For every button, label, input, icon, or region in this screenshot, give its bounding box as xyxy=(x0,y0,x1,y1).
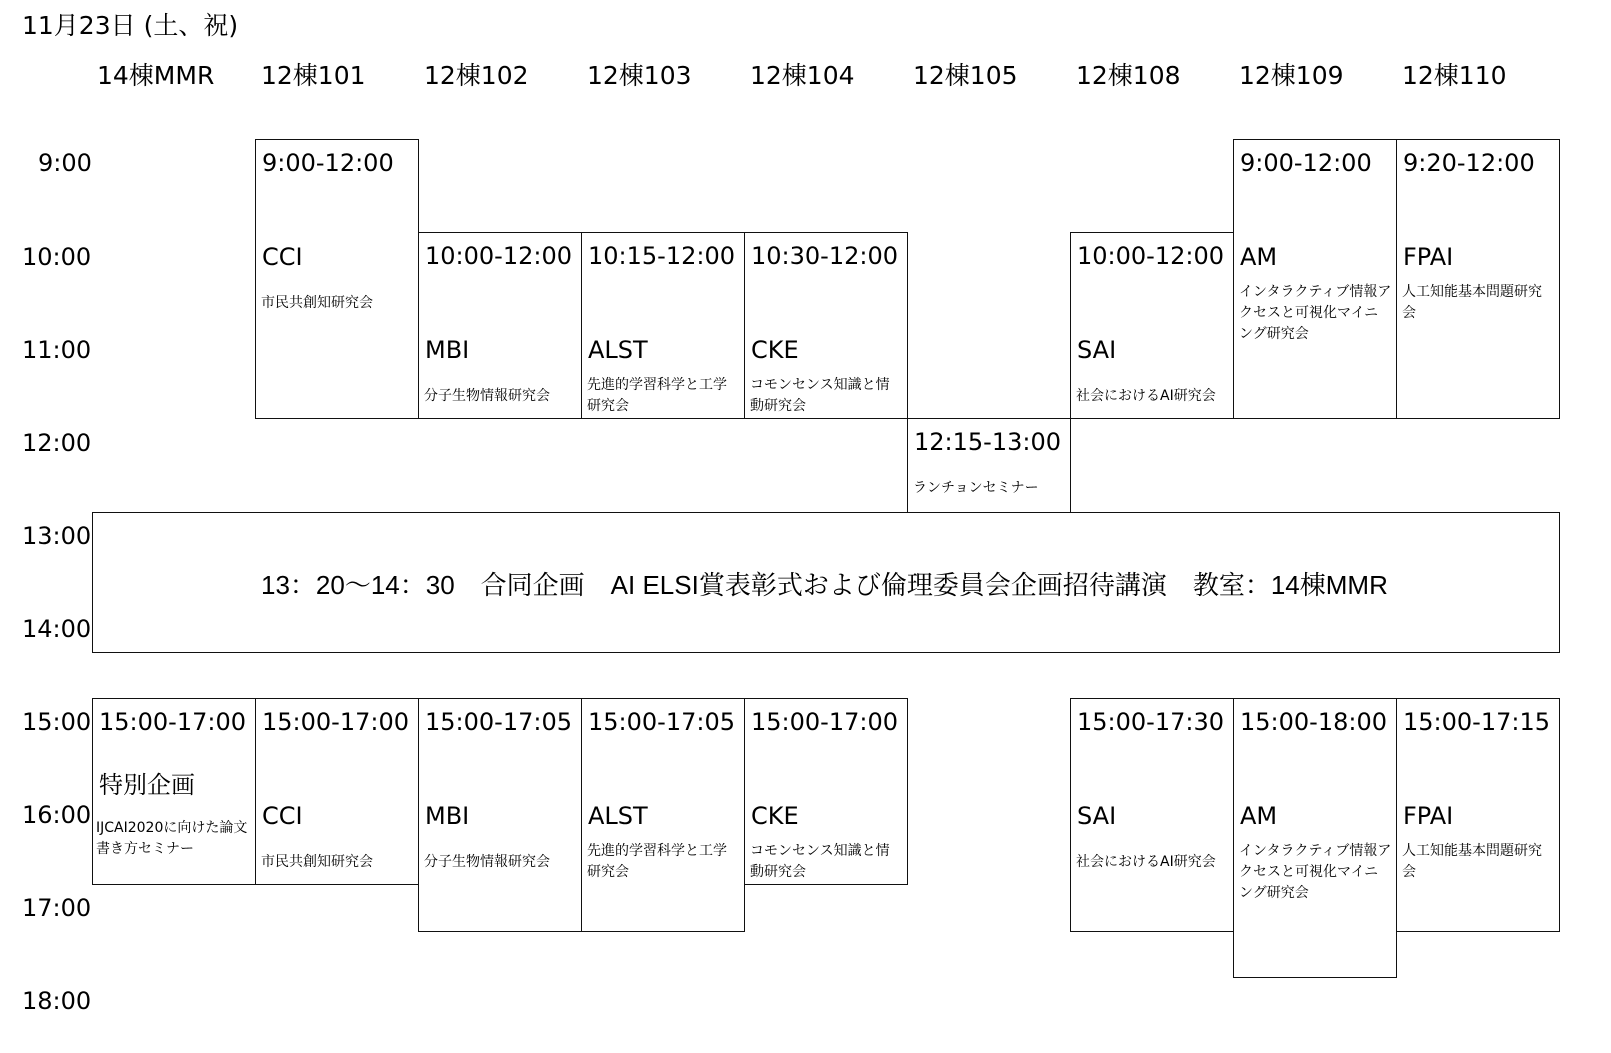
session-name: 先進的学習科学と工学研究会 xyxy=(587,377,727,414)
joint-event-text: 13：20〜14：30 合同企画 AI ELSI賞表彰式および倫理委員会企画招待講演 教室：14棟MMR xyxy=(261,570,1388,600)
session-name: インタラクティブ情報アクセスと可視化マイニング研究会 xyxy=(1239,843,1392,901)
time-label-1500: 15:00 xyxy=(22,708,92,736)
session-cci-afternoon[interactable] xyxy=(255,698,419,885)
session-code: ALST xyxy=(588,802,648,830)
session-luncheon[interactable] xyxy=(907,418,1071,513)
session-code: CCI xyxy=(262,243,303,271)
session-mbi-afternoon[interactable] xyxy=(418,698,582,932)
session-name: インタラクティブ情報アクセスと可視化マイニング研究会 xyxy=(1239,284,1392,342)
session-name: 人工知能基本問題研究会 xyxy=(1402,284,1542,321)
session-time: 9:20-12:00 xyxy=(1403,149,1535,177)
session-title: 特別企画 xyxy=(99,771,195,799)
session-time: 10:15-12:00 xyxy=(588,242,735,270)
session-code: SAI xyxy=(1077,802,1117,830)
session-name: ランチョンセミナー xyxy=(913,480,1039,496)
session-alst-morning[interactable] xyxy=(581,232,745,419)
session-special-afternoon[interactable] xyxy=(92,698,256,885)
session-alst-afternoon[interactable] xyxy=(581,698,745,932)
session-sai-afternoon[interactable] xyxy=(1070,698,1234,932)
session-time: 15:00-18:00 xyxy=(1240,708,1387,736)
session-fpai-afternoon[interactable] xyxy=(1396,698,1560,932)
room-header-101: 12棟101 xyxy=(261,61,366,90)
time-label-1100: 11:00 xyxy=(22,336,92,364)
session-time: 10:00-12:00 xyxy=(425,242,572,270)
session-name: 人工知能基本問題研究会 xyxy=(1402,843,1542,880)
session-name: 市民共創知研究会 xyxy=(261,854,373,870)
session-am-afternoon[interactable] xyxy=(1233,698,1397,978)
time-label-0900: 9:00 xyxy=(38,149,92,177)
session-time: 15:00-17:00 xyxy=(262,708,409,736)
session-code: CKE xyxy=(751,802,799,830)
time-label-1400: 14:00 xyxy=(22,615,92,643)
room-header-mmr: 14棟MMR xyxy=(97,61,215,90)
room-header-109: 12棟109 xyxy=(1239,61,1344,90)
session-cci-morning[interactable] xyxy=(255,139,419,419)
session-code: FPAI xyxy=(1403,243,1454,271)
session-time: 9:00-12:00 xyxy=(262,149,394,177)
session-time: 15:00-17:15 xyxy=(1403,708,1550,736)
session-code: AM xyxy=(1240,243,1278,271)
session-code: FPAI xyxy=(1403,802,1454,830)
session-code: CCI xyxy=(262,802,303,830)
session-am-morning[interactable] xyxy=(1233,139,1397,419)
session-name: コモンセンス知識と情動研究会 xyxy=(750,377,890,414)
session-time: 15:00-17:00 xyxy=(751,708,898,736)
session-time: 10:30-12:00 xyxy=(751,242,898,270)
session-mbi-morning[interactable] xyxy=(418,232,582,419)
session-code: SAI xyxy=(1077,336,1117,364)
session-time: 9:00-12:00 xyxy=(1240,149,1372,177)
session-code: AM xyxy=(1240,802,1278,830)
session-time: 10:00-12:00 xyxy=(1077,242,1224,270)
session-name: IJCAI2020に向けた論文書き方セミナー xyxy=(96,820,248,857)
session-time: 15:00-17:05 xyxy=(588,708,735,736)
room-header-104: 12棟104 xyxy=(750,61,855,90)
joint-event[interactable] xyxy=(92,512,1560,653)
time-label-1200: 12:00 xyxy=(22,429,92,457)
session-code: CKE xyxy=(751,336,799,364)
session-name: 市民共創知研究会 xyxy=(261,295,373,311)
session-sai-morning[interactable] xyxy=(1070,232,1234,419)
time-label-1300: 13:00 xyxy=(22,522,92,550)
session-name: 分子生物情報研究会 xyxy=(424,854,550,870)
room-header-105: 12棟105 xyxy=(913,61,1018,90)
session-name: 社会におけるAI研究会 xyxy=(1076,854,1216,870)
time-label-1000: 10:00 xyxy=(22,243,92,271)
session-fpai-morning[interactable] xyxy=(1396,139,1560,419)
session-name: コモンセンス知識と情動研究会 xyxy=(750,843,890,880)
session-code: MBI xyxy=(425,336,470,364)
session-time: 15:00-17:05 xyxy=(425,708,572,736)
room-header-102: 12棟102 xyxy=(424,61,529,90)
session-code: ALST xyxy=(588,336,648,364)
session-cke-morning[interactable] xyxy=(744,232,908,419)
session-time: 15:00-17:00 xyxy=(99,708,246,736)
session-cke-afternoon[interactable] xyxy=(744,698,908,885)
time-label-1600: 16:00 xyxy=(22,801,92,829)
time-label-1800: 18:00 xyxy=(22,987,92,1015)
session-time: 15:00-17:30 xyxy=(1077,708,1224,736)
session-name: 先進的学習科学と工学研究会 xyxy=(587,843,727,880)
room-header-108: 12棟108 xyxy=(1076,61,1181,90)
room-header-110: 12棟110 xyxy=(1402,61,1507,90)
session-time: 12:15-13:00 xyxy=(914,428,1061,456)
time-label-1700: 17:00 xyxy=(22,894,92,922)
session-name: 社会におけるAI研究会 xyxy=(1076,388,1216,404)
session-name: 分子生物情報研究会 xyxy=(424,388,550,404)
schedule-date: 11月23日 (土、祝) xyxy=(22,11,239,40)
session-code: MBI xyxy=(425,802,470,830)
room-header-103: 12棟103 xyxy=(587,61,692,90)
